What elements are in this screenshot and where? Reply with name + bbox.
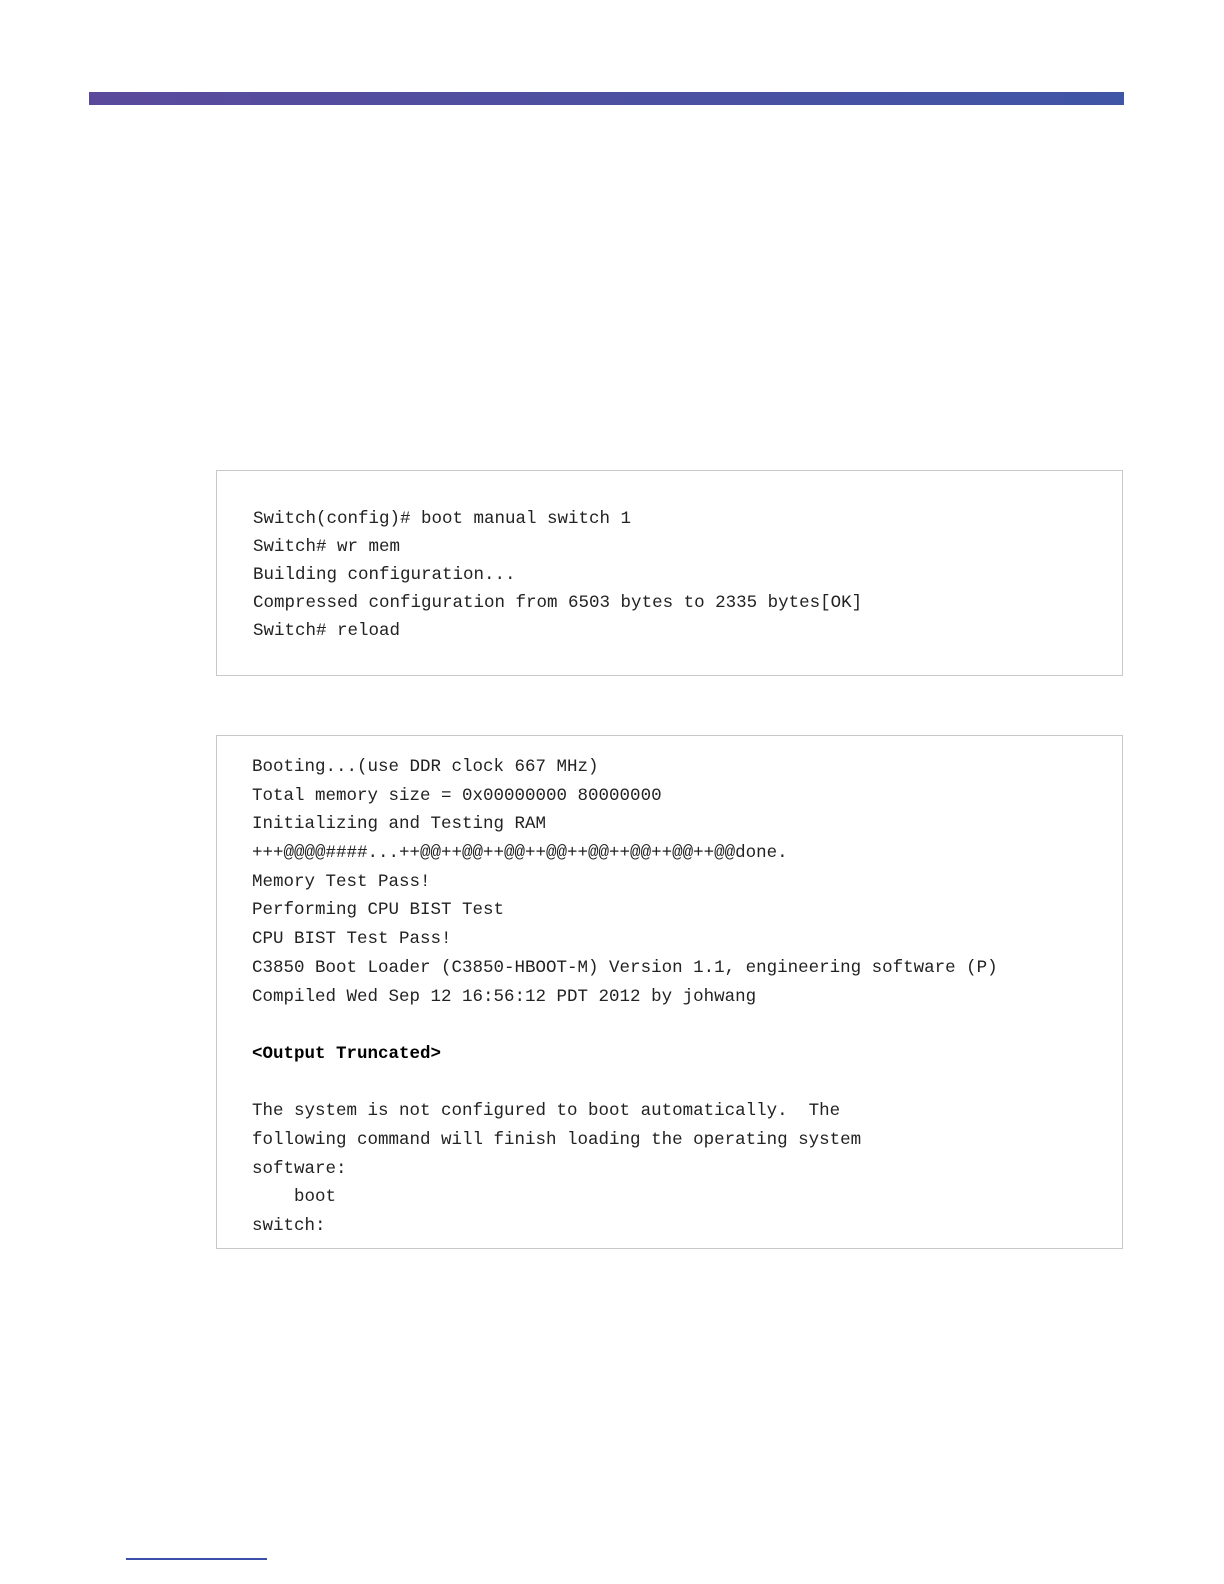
code-line: CPU BIST Test Pass!	[252, 929, 452, 950]
code-line: The system is not configured to boot automatically. The	[252, 1101, 841, 1122]
code-line: Switch# wr mem	[253, 537, 401, 557]
boot-output-code-block	[216, 735, 1123, 1249]
code-line: +++@@@@####...++@@++@@++@@++@@++@@++@@++@@++@@done.	[252, 843, 788, 864]
blank-line	[252, 1069, 1122, 1098]
code-line: Initializing and Testing RAM	[252, 814, 547, 835]
code-line: Total memory size = 0x00000000 80000000	[252, 785, 662, 806]
code-line: Memory Test Pass!	[252, 871, 431, 892]
code-line: Booting...(use DDR clock 667 MHz)	[252, 757, 599, 777]
output-truncated-label: <Output Truncated>	[252, 1043, 442, 1064]
footer-rule	[126, 1558, 267, 1560]
code-line: following command will finish loading the operating system	[252, 1129, 862, 1150]
code-line: Switch# reload	[253, 621, 401, 641]
code-line: Compiled Wed Sep 12 16:56:12 PDT 2012 by johwang	[252, 986, 757, 1007]
blank-line	[252, 1011, 1122, 1040]
code-line: boot	[252, 1187, 337, 1208]
code-line: Compressed configuration from 6503 bytes to 2335 bytes[OK]	[253, 593, 863, 613]
header-bar	[89, 92, 1124, 105]
code-line: software:	[252, 1158, 347, 1179]
code-line: switch:	[252, 1216, 326, 1236]
code-line: Performing CPU BIST Test	[252, 900, 505, 921]
code-line: Switch(config)# boot manual switch 1	[253, 509, 632, 529]
config-code-block	[216, 470, 1123, 676]
code-line: C3850 Boot Loader (C3850-HBOOT-M) Version 1.1, engineering software (P)	[252, 957, 998, 978]
code-line: Building configuration...	[253, 565, 516, 585]
